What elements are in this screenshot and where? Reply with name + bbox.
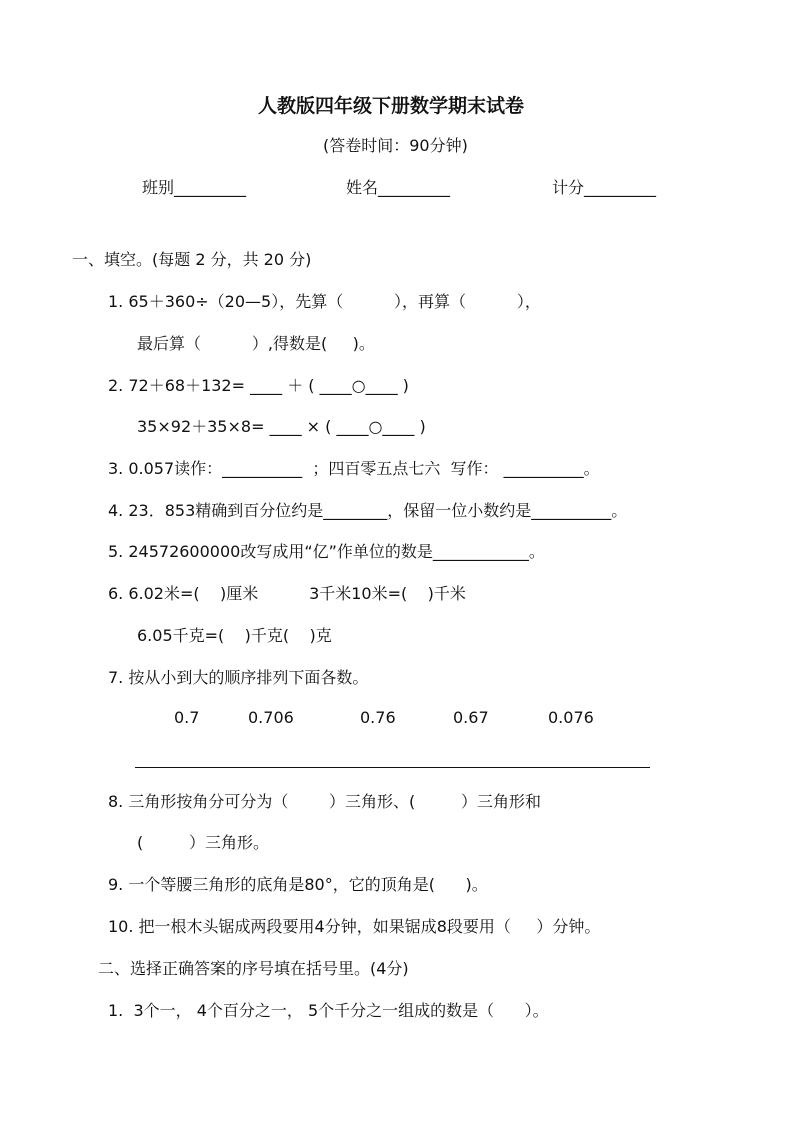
question-8-line-1: 8. 三角形按角分可分为（ ）三角形、( ）三角形和 <box>108 792 542 811</box>
class-field: 班别_________ <box>142 178 247 197</box>
section-2-heading: 二、选择正确答案的序号填在括号里。(4分) <box>98 959 409 978</box>
q7-number: 0.7 <box>174 708 200 727</box>
question-10: 10. 把一根木头锯成两段要用4分钟，如果锯成8段要用（ ）分钟。 <box>108 917 601 936</box>
question-2-line-2: 35×92＋35×8= ____ × ( ____○____ ) <box>137 417 426 436</box>
question-1-line-1: 1. 65＋360÷（20—5），先算（ ），再算（ ）， <box>108 292 541 311</box>
exam-duration: (答卷时间：90分钟) <box>323 136 468 155</box>
question-3: 3. 0.057读作：__________ ；四百零五点七六 写作： __________。 <box>108 459 600 478</box>
question-6-line-2: 6.05千克=( )千克( )克 <box>137 626 332 645</box>
section-2-question-1: 1. 3个一， 4个百分之一， 5个千分之一组成的数是（ ）。 <box>108 1001 549 1020</box>
q7-number: 0.706 <box>248 708 294 727</box>
question-8-line-2: ( ）三角形。 <box>137 833 270 852</box>
question-1-line-2: 最后算（ ）,得数是( )。 <box>137 334 375 353</box>
question-5: 5. 24572600000改写成用“亿”作单位的数是____________。 <box>108 542 545 561</box>
section-1-heading: 一、填空。(每题 2 分，共 20 分) <box>72 250 312 269</box>
score-field: 计分_________ <box>552 178 657 197</box>
page-title: 人教版四年级下册数学期末试卷 <box>258 95 525 117</box>
name-field: 姓名_________ <box>346 178 451 197</box>
q7-number: 0.076 <box>548 708 594 727</box>
q7-number: 0.76 <box>360 708 396 727</box>
q7-answer-line <box>135 767 650 768</box>
question-6-line-1: 6. 6.02米=( )厘米 3千米10米=( )千米 <box>108 584 466 603</box>
question-7: 7. 按从小到大的顺序排列下面各数。 <box>108 668 369 687</box>
question-4: 4. 23．853精确到百分位约是________，保留一位小数约是__________。 <box>108 501 628 520</box>
question-9: 9. 一个等腰三角形的底角是80°，它的顶角是( )。 <box>108 875 488 894</box>
q7-number: 0.67 <box>453 708 489 727</box>
question-2-line-1: 2. 72＋68＋132= ____ ＋ ( ____○____ ) <box>108 376 409 395</box>
